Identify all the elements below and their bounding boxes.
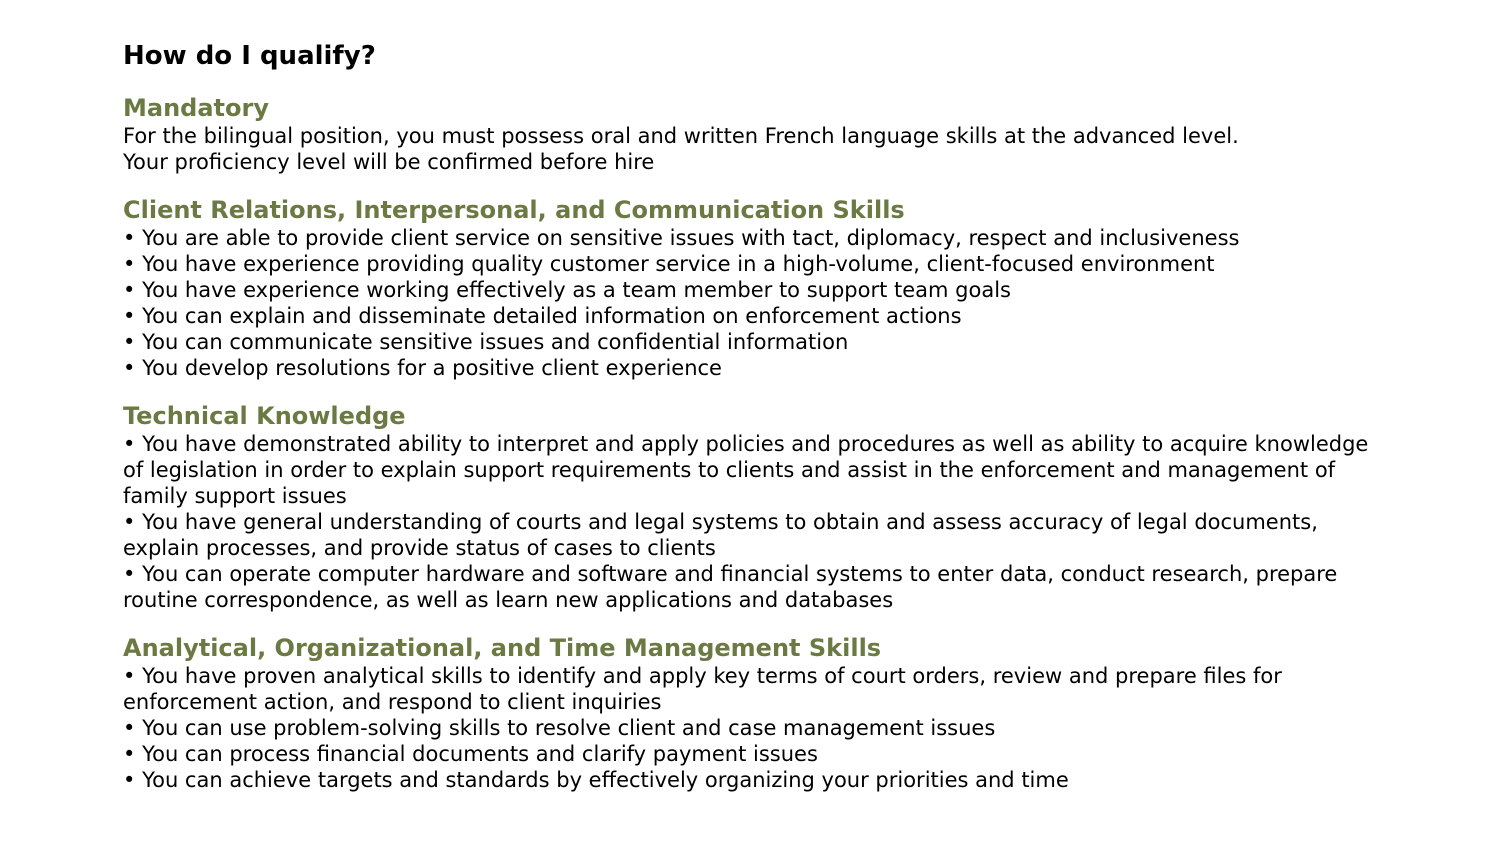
list-item: • You develop resolutions for a positive client experience: [123, 355, 1383, 381]
section-heading: Technical Knowledge: [123, 402, 406, 430]
document: [123, 38, 1383, 813]
list-item: • You can communicate sensitive issues and confidential information: [123, 329, 1383, 355]
list-item: • You can use problem-solving skills to resolve client and case management issues: [123, 715, 1383, 741]
section-heading: Client Relations, Interpersonal, and Communication Skills: [123, 196, 905, 224]
list-item: • You can operate computer hardware and software and financial systems to enter data, conduct research, prepare routine correspondence, as well as learn new applications and databases: [123, 561, 1383, 613]
list-item: • You have experience working effectively as a team member to support team goals: [123, 277, 1383, 303]
list-item: • You can explain and disseminate detailed information on enforcement actions: [123, 303, 1383, 329]
section-client-relations: [123, 195, 1383, 381]
section-heading: Mandatory: [123, 94, 269, 122]
section-analytical-skills: [123, 633, 1383, 793]
paragraph-line: For the bilingual position, you must possess oral and written French language skills at the advanced level.: [123, 124, 1239, 148]
list-item: • You have demonstrated ability to interpret and apply policies and procedures as well as ability to acquire knowledge of legislation in order to explain support requirements to clients and assist in the enforcement and management of family support issues: [123, 431, 1383, 509]
section-heading: Analytical, Organizational, and Time Management Skills: [123, 634, 882, 662]
list-item: • You can achieve targets and standards by effectively organizing your priorities and time: [123, 767, 1383, 793]
list-item: • You have proven analytical skills to identify and apply key terms of court orders, review and prepare files for enforcement action, and respond to client inquiries: [123, 663, 1383, 715]
list-item: • You have general understanding of courts and legal systems to obtain and assess accuracy of legal documents, explain processes, and provide status of cases to clients: [123, 509, 1383, 561]
list-item: • You are able to provide client service on sensitive issues with tact, diplomacy, respect and inclusiveness: [123, 225, 1383, 251]
paragraph-line: Your proficiency level will be confirmed before hire: [123, 150, 655, 174]
section-technical-knowledge: [123, 401, 1383, 613]
section-mandatory: [123, 93, 1383, 175]
page-title: How do I qualify?: [123, 41, 376, 71]
list-item: • You can process financial documents and clarify payment issues: [123, 741, 1383, 767]
list-item: • You have experience providing quality customer service in a high-volume, client-focused environment: [123, 251, 1383, 277]
